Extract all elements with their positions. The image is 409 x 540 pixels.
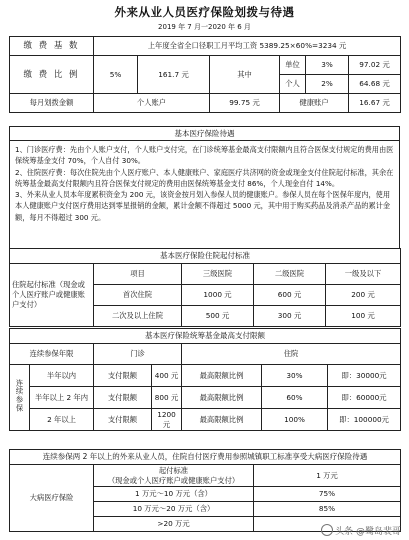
continuous-side-label (10, 365, 30, 431)
ratio-label: 最高限额比例 (182, 365, 262, 387)
total-amount: 161.7 元 (138, 56, 210, 94)
first-stay-level3: 1000 元 (182, 285, 254, 306)
col-level1: 一级及以下 (326, 264, 401, 285)
first-stay-level1: 200 元 (326, 285, 401, 306)
unit-label: 单位 (280, 56, 306, 75)
inpatient-pct: 60% (262, 387, 328, 409)
outpatient-label: 门诊 (94, 344, 182, 365)
watermark-logo-icon (321, 524, 333, 536)
base-label: 缴 费 基 数 (10, 37, 94, 56)
first-stay-label: 首次住院 (94, 285, 182, 306)
date-range: 2019 年 7 月一2020 年 6 月 (158, 23, 251, 31)
repeat-stay-level1: 100 元 (326, 306, 401, 327)
major-illness-note: 连续参保两 2 年以上的外来从业人员，住院自付医疗费用参照城镇职工标准享受大病医疗保险待遇 (10, 450, 401, 465)
inpatient-amount: 即：100000元 (328, 409, 401, 431)
ratio-label: 最高限额比例 (182, 387, 262, 409)
ratio-label: 缴 费 比 例 (10, 56, 94, 94)
ratio-label: 最高限额比例 (182, 409, 262, 431)
limit-label: 支付限额 (94, 409, 152, 431)
pooling-header: 基本医疗保险统筹基金最高支付限额 (10, 329, 401, 344)
repeat-stay-level3: 500 元 (182, 306, 254, 327)
threshold-row-label: 住院起付标准（现金或个人医疗账户或健康账户支付） (10, 264, 94, 327)
major-threshold-value: 1 万元 (254, 465, 401, 487)
inpatient-pct: 30% (262, 365, 328, 387)
watermark-text: 头条 @鹭岛裴哥 (335, 527, 401, 537)
inpatient-pct: 100% (262, 409, 328, 431)
outpatient-limit: 400 元 (152, 365, 182, 387)
health-account-value: 16.67 元 (349, 94, 401, 113)
limit-label: 支付限额 (94, 365, 152, 387)
basic-benefits-text (10, 141, 400, 249)
repeat-stay-level2: 300 元 (254, 306, 326, 327)
inpatient-label: 住院 (182, 344, 401, 365)
watermark (321, 524, 401, 537)
basic-benefits-header: 基本医疗保险待遇 (10, 127, 400, 141)
years-cell: 半年以内 (30, 365, 94, 387)
col-level3: 三级医院 (182, 264, 254, 285)
total-pct: 5% (94, 56, 138, 94)
person-amount: 64.68 元 (349, 75, 401, 94)
major-threshold-sub: （现金或个人医疗账户或健康账户支付） (107, 475, 240, 485)
health-account-rule: 3、外来从业人员本年度累积资金为 200 元，该资金按月划入参保人员的健康账户。参保人员在每个医保年度内，使用本人健康账户支付医疗费用达到零星报销的金额，累计金额不得超过 5000 元，其中用于购买药品及消杀产品的累计金额，每月不得超过 300 元。 (15, 190, 391, 222)
unit-amount: 97.02 元 (349, 56, 401, 75)
major-range: 10 万元～20 万元（含） (94, 502, 254, 517)
major-illness-table (9, 449, 401, 532)
inpatient-amount: 即：60000元 (328, 387, 401, 409)
repeat-stay-label: 二次及以上住院 (94, 306, 182, 327)
major-range: >20 万元 (94, 517, 254, 532)
personal-account-label: 个人账户 (94, 94, 210, 113)
page-title: 外来从业人员医疗保险划拨与待遇 (114, 5, 295, 19)
years-cell: 半年以上 2 年内 (30, 387, 94, 409)
major-threshold-label (94, 465, 254, 487)
inpatient-rule: 2、住院医疗费：每次住院先由个人医疗账户、本人健康账户、家庭医疗共济网的资金或现金支付住院起付标准，其余在统筹基金最高支付限额内且符合医保支付规定的费用由医保统筹基金支付 86%，个人现金自付 14%。 (15, 167, 394, 188)
unit-pct: 3% (306, 56, 349, 75)
health-account-label: 健康账户 (280, 94, 349, 113)
base-formula: 上年度全省全口径职工月平均工资 5389.25×60%=3234 元 (94, 37, 401, 56)
limit-label: 支付限额 (94, 387, 152, 409)
outpatient-rule: 1、门诊医疗费：先由个人账户支付，个人账户支付完，在门诊统筹基金最高支付限额内且符合医保支付规定的费用由医保统筹基金支付 70%，个人自付 30%。 (15, 145, 394, 166)
personal-account-value: 99.75 元 (210, 94, 280, 113)
basic-benefits-table (9, 126, 400, 249)
years-cell: 2 年以上 (30, 409, 94, 431)
major-pct: 85% (254, 502, 401, 517)
inpatient-amount: 即：30000元 (328, 365, 401, 387)
of-which-label: 其中 (210, 56, 280, 94)
col-level2: 二级医院 (254, 264, 326, 285)
major-illness-side-label: 大病医疗保险 (10, 465, 94, 532)
first-stay-level2: 600 元 (254, 285, 326, 306)
person-pct: 2% (306, 75, 349, 94)
monthly-label: 每月划拨金额 (10, 94, 94, 113)
person-label: 个人 (280, 75, 306, 94)
years-label: 连续参保年限 (10, 344, 94, 365)
threshold-header: 基本医疗保险住院起付标准 (10, 249, 401, 264)
col-item: 项目 (94, 264, 182, 285)
major-pct: 75% (254, 487, 401, 502)
major-threshold-title: 起付标准 (158, 465, 189, 475)
contribution-table (9, 36, 401, 113)
pooling-table (9, 328, 401, 431)
threshold-table (9, 248, 401, 327)
outpatient-limit: 1200 元 (152, 409, 182, 431)
major-range: 1 万元～10 万元（含） (94, 487, 254, 502)
continuous-side-text: 连续参保 (15, 379, 25, 413)
outpatient-limit: 800 元 (152, 387, 182, 409)
